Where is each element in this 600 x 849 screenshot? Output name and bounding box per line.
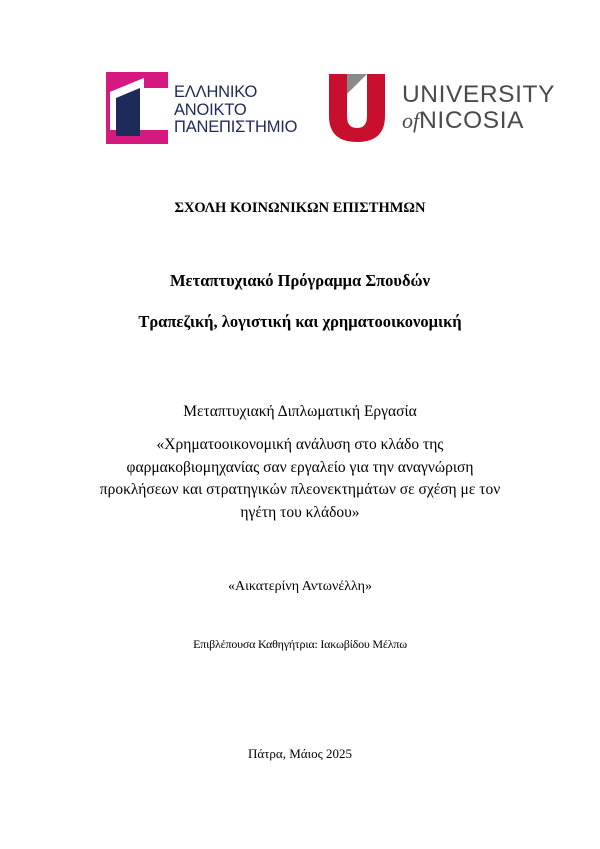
unic-logo-line-1: UNIVERSITY bbox=[402, 81, 556, 108]
thesis-title bbox=[0, 434, 600, 524]
unic-shield-icon bbox=[327, 72, 387, 144]
author-name: «Αικατερίνη Αντωνέλλη» bbox=[227, 579, 372, 594]
eap-logo-mark-icon bbox=[106, 72, 176, 144]
hellenic-open-university-logo bbox=[106, 72, 296, 144]
thesis-type: Μεταπτυχιακή Διπλωματική Εργασία bbox=[183, 403, 417, 420]
specialty-heading: Τραπεζική, λογιστική και χρηματοοικονομική bbox=[138, 312, 462, 331]
unic-logo-text bbox=[402, 82, 555, 134]
university-of-nicosia-logo bbox=[327, 72, 556, 144]
thesis-title-line: «Χρηματοοικονομική ανάλυση στο κλάδο της bbox=[156, 436, 444, 453]
eap-logo-text bbox=[174, 84, 297, 137]
supervisor: Επιβλέπουσα Καθηγήτρια: Ιακωβίδου Μέλπω bbox=[193, 637, 407, 651]
place-date: Πάτρα, Μάιος 2025 bbox=[248, 746, 352, 761]
eap-logo-line-1: ΕΛΛΗΝΙΚΟ bbox=[174, 83, 258, 101]
eap-logo-line-2: ΑΝΟΙΚΤΟ bbox=[174, 100, 247, 119]
school-heading: ΣΧΟΛΗ ΚΟΙΝΩΝΙΚΩΝ ΕΠΙΣΤΗΜΩΝ bbox=[174, 200, 426, 216]
program-heading: Μεταπτυχιακό Πρόγραμμα Σπουδών bbox=[169, 271, 430, 290]
unic-logo-line-2 bbox=[402, 108, 555, 134]
eap-logo-line-3: ΠΑΝΕΠΙΣΤΗΜΙΟ bbox=[174, 118, 298, 136]
thesis-title-line: φαρμακοβιομηχανίας σαν εργαλείο για την αναγνώριση bbox=[126, 458, 474, 476]
thesis-title-line: προκλήσεων και στρατηγικών πλεονεκτημάτων σε σχέση με τον bbox=[99, 481, 501, 498]
unic-logo-nicosia: NICOSIA bbox=[419, 107, 525, 134]
unic-logo-of: of bbox=[402, 108, 420, 133]
thesis-title-line: ηγέτη του κλάδου» bbox=[240, 503, 360, 521]
